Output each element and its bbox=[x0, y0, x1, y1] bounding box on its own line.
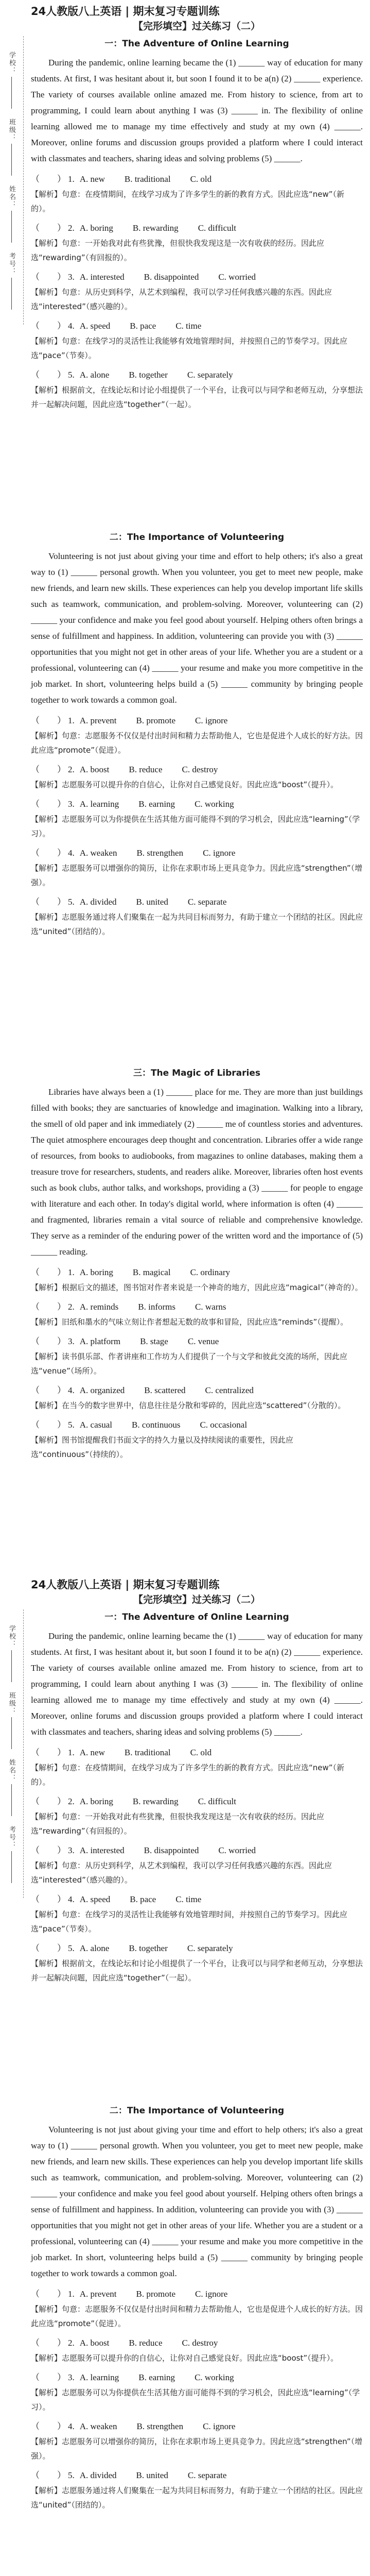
answer-bracket: （ ） bbox=[31, 848, 66, 858]
binding-fill-line bbox=[11, 211, 12, 243]
binding-fill-line bbox=[11, 278, 12, 310]
option-choice: A. learning bbox=[79, 2372, 119, 2382]
section-heading: 一：The Adventure of Online Learning bbox=[104, 39, 289, 49]
question-number: 2. bbox=[68, 2338, 75, 2348]
answer-analysis: 【解析】句意：在疫情期间，在线学习成为了许多学生的新的教育方式。因此应选“new”（新的）。 bbox=[31, 190, 345, 213]
answer-bracket: （ ） bbox=[31, 1894, 66, 1904]
question-item bbox=[31, 1334, 363, 1378]
answer-analysis: 【解析】句意：从历史到科学，从艺术到编程，我可以学习任何我感兴趣的东西。因此应选“interested”（感兴趣的）。 bbox=[31, 287, 332, 311]
option-choice: B. disappointed bbox=[144, 272, 199, 282]
answer-bracket: （ ） bbox=[31, 1748, 66, 1757]
answer-bracket: （ ） bbox=[31, 799, 66, 809]
option-choice: A. reminds bbox=[79, 1302, 119, 1312]
option-choice: A. interested bbox=[79, 272, 125, 282]
cloze-section bbox=[31, 2104, 363, 2517]
option-choice: A. boring bbox=[79, 1267, 113, 1277]
question-options-row bbox=[31, 1265, 363, 1280]
option-choice: B. continuous bbox=[132, 1420, 181, 1430]
answer-analysis: 【解析】根据前文，在线论坛和讨论小组提供了一个平台，让我可以与同学和老师互动，分享想法并一起解决问题，因此应选“together”（一起）。 bbox=[31, 1959, 363, 1982]
option-choice: A. learning bbox=[79, 799, 119, 809]
question-options-row bbox=[31, 221, 363, 236]
option-choice: C. ordinary bbox=[190, 1267, 231, 1277]
answer-bracket: （ ） bbox=[31, 1385, 66, 1395]
option-choice: B. scattered bbox=[144, 1385, 186, 1395]
question-item bbox=[31, 845, 363, 890]
answer-bracket: （ ） bbox=[31, 321, 66, 331]
option-choice: C. separate bbox=[187, 2470, 227, 2480]
option-choice: A. casual bbox=[79, 1420, 113, 1430]
option-choice: A. speed bbox=[79, 321, 111, 331]
question-options-row bbox=[31, 1383, 363, 1398]
answer-analysis: 【解析】句意：一开始我对此有些犹豫，但很快我发现这是一次有收获的经历。因此应选“rewarding”（有回报的）。 bbox=[31, 1812, 325, 1836]
option-choice: C. warns bbox=[195, 1302, 226, 1312]
option-choice: A. prevent bbox=[79, 2289, 117, 2299]
option-choice: A. new bbox=[79, 1748, 105, 1757]
option-choice: C. ignore bbox=[203, 848, 236, 858]
question-item bbox=[31, 1892, 363, 1936]
answer-bracket: （ ） bbox=[31, 2421, 66, 2431]
question-options-row bbox=[31, 713, 363, 728]
question-item bbox=[31, 1417, 363, 1462]
answer-analysis: 【解析】根据前文，在线论坛和讨论小组提供了一个平台，让我可以与同学和老师互动，分享想法并一起解决问题，因此应选“together”（一起）。 bbox=[31, 385, 363, 409]
answer-analysis: 【解析】句意：志愿服务不仅仅是付出时间和精力去帮助他人，它也是促进个人成长的好方法。因此应选“promote”（促进）。 bbox=[31, 2304, 363, 2328]
worksheet-title: 24人教版八上英语 | 期末复习专题训练 bbox=[31, 5, 220, 18]
question-options-row bbox=[31, 367, 363, 383]
binding-field bbox=[7, 1826, 16, 1883]
binding-field-label: 学校： bbox=[8, 1624, 15, 1648]
option-choice: A. alone bbox=[79, 370, 110, 380]
question-item bbox=[31, 796, 363, 841]
option-choice: B. reduce bbox=[129, 765, 163, 774]
cloze-section bbox=[31, 531, 363, 943]
option-choice: B. rewarding bbox=[132, 223, 179, 233]
answer-analysis: 【解析】句意：在线学习的灵活性让我能够有效地管理时间，并按照自己的节奏学习。因此应选“pace”（节奏）。 bbox=[31, 1910, 348, 1934]
answer-bracket: （ ） bbox=[31, 223, 66, 233]
cloze-section bbox=[31, 1611, 363, 1990]
question-options-row bbox=[31, 2419, 363, 2434]
answer-analysis: 【解析】志愿服务通过将人们聚集在一起为共同目标而努力，有助于建立一个团结的社区。因此应选“united”（团结的）。 bbox=[31, 2486, 363, 2510]
binding-field-label: 班级： bbox=[8, 118, 15, 142]
answer-analysis: 【解析】志愿服务可以提升你的自信心，让你对自己感觉良好。因此应选“boost”（提升）。 bbox=[31, 780, 339, 789]
question-item bbox=[31, 367, 363, 412]
question-number: 4. bbox=[68, 1385, 75, 1395]
answer-analysis: 【解析】志愿服务可以提升你的自信心，让你对自己感觉良好。因此应选“boost”（提升）。 bbox=[31, 2353, 339, 2363]
question-number: 3. bbox=[68, 2372, 75, 2382]
answer-bracket: （ ） bbox=[31, 2338, 66, 2348]
question-item bbox=[31, 1941, 363, 1985]
option-choice: C. working bbox=[195, 2372, 234, 2382]
answer-analysis: 【解析】句意：从历史到科学，从艺术到编程，我可以学习任何我感兴趣的东西。因此应选“interested”（感兴趣的）。 bbox=[31, 1861, 332, 1885]
option-choice: C. ignore bbox=[203, 2421, 236, 2431]
question-options-row bbox=[31, 2370, 363, 2385]
cloze-passage: During the pandemic, online learning became the (1) ______ way of education for many students. At first, I was hesitant about it, but soon I found it to be a(n) (2) ______ experience. The variety of courses available online amazed me. From history to science, from art to programming, I could learn about anything I was (3) ______ in. The flexibility of online learning allowed me to manage my time effectively and study at my own (4) ______. Moreover, online forums and discussion groups provided a platform where I could interact with classmates and teachers, sharing ideas and solving problems (5) ______. bbox=[31, 58, 363, 163]
question-options-row bbox=[31, 318, 363, 334]
answer-bracket: （ ） bbox=[31, 716, 66, 725]
answer-bracket: （ ） bbox=[31, 370, 66, 380]
answer-analysis: 【解析】志愿服务可以为你提供在生活其他方面可能得不到的学习机会，因此应选“learning”（学习）。 bbox=[31, 815, 360, 838]
question-item bbox=[31, 1745, 363, 1789]
binding-fill-line bbox=[11, 1851, 12, 1883]
cloze-section bbox=[31, 37, 363, 416]
binding-field-label: 考号： bbox=[8, 252, 15, 276]
option-choice: A. boring bbox=[79, 1797, 113, 1806]
question-number: 3. bbox=[68, 799, 75, 809]
question-number: 5. bbox=[68, 1420, 75, 1430]
question-options-row bbox=[31, 1843, 363, 1858]
question-number: 2. bbox=[68, 1797, 75, 1806]
option-choice: A. speed bbox=[79, 1894, 111, 1904]
option-choice: A. interested bbox=[79, 1845, 125, 1855]
binding-margin bbox=[0, 36, 24, 325]
answer-bracket: （ ） bbox=[31, 2470, 66, 2480]
worksheet bbox=[31, 0, 363, 1573]
answer-bracket: （ ） bbox=[31, 1267, 66, 1277]
option-choice: B. promote bbox=[136, 2289, 176, 2299]
question-item bbox=[31, 269, 363, 314]
option-choice: B. pace bbox=[130, 321, 156, 331]
option-choice: B. united bbox=[136, 2470, 168, 2480]
binding-field bbox=[7, 185, 16, 243]
option-choice: B. informs bbox=[138, 1302, 176, 1312]
binding-field bbox=[7, 118, 16, 176]
question-options-row bbox=[31, 172, 363, 187]
question-item bbox=[31, 713, 363, 757]
option-choice: B. together bbox=[129, 370, 168, 380]
question-number: 1. bbox=[68, 1748, 75, 1757]
question-number: 1. bbox=[68, 2289, 75, 2299]
binding-field-label: 学校： bbox=[8, 51, 15, 75]
binding-field bbox=[7, 252, 16, 310]
option-choice: C. destroy bbox=[182, 765, 218, 774]
question-options-row bbox=[31, 1892, 363, 1907]
binding-field-label: 姓名： bbox=[8, 185, 15, 209]
option-choice: C. old bbox=[190, 1748, 212, 1757]
option-choice: A. platform bbox=[79, 1336, 121, 1346]
binding-field-label: 班级： bbox=[8, 1691, 15, 1715]
answer-analysis: 【解析】志愿服务可以为你提供在生活其他方面可能得不到的学习机会，因此应选“learning”（学习）。 bbox=[31, 2388, 360, 2412]
question-item bbox=[31, 2419, 363, 2463]
option-choice: B. together bbox=[129, 1943, 168, 1953]
option-choice: B. pace bbox=[130, 1894, 156, 1904]
option-choice: C. destroy bbox=[182, 2338, 218, 2348]
answer-bracket: （ ） bbox=[31, 1943, 66, 1953]
option-choice: B. earning bbox=[138, 2372, 175, 2382]
binding-field bbox=[7, 1759, 16, 1816]
question-item bbox=[31, 2335, 363, 2365]
option-choice: C. centralized bbox=[205, 1385, 254, 1395]
answer-analysis: 【解析】志愿服务可以增强你的简历，让你在求职市场上更具竞争力。因此应选“strengthen”（增强）。 bbox=[31, 2437, 363, 2461]
option-choice: B. earning bbox=[138, 799, 175, 809]
question-number: 5. bbox=[68, 897, 75, 907]
answer-analysis: 【解析】读书俱乐部、作者讲座和工作坊为人们提供了一个与文学和彼此交流的场所，因此应选“venue”（场所）。 bbox=[31, 1352, 348, 1376]
option-choice: B. traditional bbox=[124, 1748, 171, 1757]
question-item bbox=[31, 172, 363, 216]
binding-field bbox=[7, 1625, 16, 1682]
question-item bbox=[31, 2370, 363, 2414]
question-options-row bbox=[31, 796, 363, 812]
answer-analysis: 【解析】志愿服务可以增强你的简历，让你在求职市场上更具竞争力。因此应选“strengthen”（增强）。 bbox=[31, 863, 363, 887]
cloze-passage: Libraries have always been a (1) ______ place for me. They are more than just buildings filled with books; they are sanctuaries of knowledge and imagination. Walking into a library, the smell of old paper and ink immediately (2) ______ me of countless stories and adventures. The quiet atmosphere encourages deep thought and concentration. Libraries offer a wide range of resources, from books to audiobooks, from magazines to online databases, making them a treasure trove for researchers, students, and readers alike. Moreover, libraries often host events such as book clubs, author talks, and workshops, providing a (3) ______ for people to engage with literature and each other. In today's digital world, where information is often (4) ______ and fragmented, libraries remain a vital source of reliable and comprehensive knowledge. They serve as a reminder of the enduring power of the written word and the importance of (5) ______ reading. bbox=[31, 1087, 363, 1257]
worksheet-subtitle: 【完形填空】过关练习（二） bbox=[133, 1594, 260, 1605]
option-choice: A. alone bbox=[79, 1943, 110, 1953]
answer-bracket: （ ） bbox=[31, 272, 66, 282]
option-choice: C. difficult bbox=[198, 1797, 236, 1806]
answer-bracket: （ ） bbox=[31, 1845, 66, 1855]
binding-fill-line bbox=[11, 1650, 12, 1682]
binding-field bbox=[7, 52, 16, 109]
question-options-row bbox=[31, 1417, 363, 1433]
section-heading: 二：The Importance of Volunteering bbox=[109, 532, 285, 543]
question-options-row bbox=[31, 845, 363, 861]
question-item bbox=[31, 1794, 363, 1838]
question-options-row bbox=[31, 1299, 363, 1315]
option-choice: A. divided bbox=[79, 897, 117, 907]
option-choice: C. ignore bbox=[195, 2289, 228, 2299]
binding-fill-line bbox=[11, 144, 12, 176]
cloze-passage: Volunteering is not just about giving your time and effort to help others; it's also a great way to (1) ______ personal growth. When you volunteer, you get to meet new people, make new friends, and learn new skills. These experiences can help you develop important life skills such as teamwork, communication, and problem-solving. Moreover, volunteering can (2) ______ your confidence and make you feel good about yourself. Helping others often brings a sense of fulfillment and happiness. In addition, volunteering can provide you with (3) ______ opportunities that you might not get in other areas of your life. Whether you are a student or a professional, volunteering can (4) ______ your resume and make you more competitive in the job market. In short, volunteering helps build a (5) ______ community by bringing people together to work towards a common goal. bbox=[31, 551, 363, 705]
question-number: 2. bbox=[68, 223, 75, 233]
option-choice: C. old bbox=[190, 174, 212, 184]
cloze-section bbox=[31, 1066, 363, 1466]
worksheet bbox=[31, 1573, 363, 2576]
question-options-row bbox=[31, 1334, 363, 1349]
answer-analysis: 【解析】根据后文的描述，图书馆对作者来说是一个神奇的地方，因此应选“magical”（神奇的）。 bbox=[31, 1283, 363, 1292]
option-choice: A. weaken bbox=[79, 848, 117, 858]
question-item bbox=[31, 221, 363, 265]
question-options-row bbox=[31, 1794, 363, 1809]
question-item bbox=[31, 1843, 363, 1887]
option-choice: C. time bbox=[175, 321, 202, 331]
option-choice: C. separately bbox=[187, 1943, 233, 1953]
option-choice: B. magical bbox=[132, 1267, 171, 1277]
section-heading: 一：The Adventure of Online Learning bbox=[104, 1612, 289, 1622]
option-choice: C. time bbox=[175, 1894, 202, 1904]
option-choice: A. prevent bbox=[79, 716, 117, 725]
binding-fill-line bbox=[11, 1717, 12, 1749]
binding-margin bbox=[0, 1609, 24, 1898]
question-number: 4. bbox=[68, 1894, 75, 1904]
answer-bracket: （ ） bbox=[31, 1302, 66, 1312]
answer-bracket: （ ） bbox=[31, 897, 66, 907]
answer-analysis: 【解析】句意：志愿服务不仅仅是付出时间和精力去帮助他人，它也是促进个人成长的好方法。因此应选“promote”（促进）。 bbox=[31, 731, 363, 755]
question-number: 3. bbox=[68, 1336, 75, 1346]
binding-fill-line bbox=[11, 77, 12, 109]
question-number: 4. bbox=[68, 848, 75, 858]
option-choice: C. occasional bbox=[200, 1420, 248, 1430]
option-choice: B. traditional bbox=[124, 174, 171, 184]
option-choice: B. reduce bbox=[129, 2338, 163, 2348]
question-options-row bbox=[31, 2468, 363, 2483]
option-choice: B. stage bbox=[140, 1336, 168, 1346]
question-options-row bbox=[31, 269, 363, 285]
answer-analysis: 【解析】句意：在线学习的灵活性让我能够有效地管理时间，并按照自己的节奏学习。因此应选“pace”（节奏）。 bbox=[31, 336, 348, 360]
question-number: 4. bbox=[68, 2421, 75, 2431]
option-choice: A. new bbox=[79, 174, 105, 184]
option-choice: B. united bbox=[136, 897, 168, 907]
question-number: 5. bbox=[68, 2470, 75, 2480]
question-item bbox=[31, 1265, 363, 1295]
worksheet-subtitle: 【完形填空】过关练习（二） bbox=[133, 21, 260, 32]
option-choice: A. divided bbox=[79, 2470, 117, 2480]
answer-bracket: （ ） bbox=[31, 1336, 66, 1346]
question-number: 4. bbox=[68, 321, 75, 331]
question-item bbox=[31, 894, 363, 939]
option-choice: B. strengthen bbox=[136, 848, 184, 858]
binding-field bbox=[7, 1692, 16, 1749]
question-options-row bbox=[31, 762, 363, 777]
section-heading: 二：The Importance of Volunteering bbox=[109, 2106, 285, 2116]
answer-analysis: 【解析】志愿服务通过将人们聚集在一起为共同目标而努力，有助于建立一个团结的社区。因此应选“united”（团结的）。 bbox=[31, 912, 363, 936]
answer-bracket: （ ） bbox=[31, 2372, 66, 2382]
answer-analysis: 【解析】句意：一开始我对此有些犹豫，但很快我发现这是一次有收获的经历。因此应选“rewarding”（有回报的）。 bbox=[31, 239, 325, 262]
option-choice: C. venue bbox=[187, 1336, 219, 1346]
cloze-passage: Volunteering is not just about giving your time and effort to help others; it's also a great way to (1) ______ personal growth. When you volunteer, you get to meet new people, make new friends, and learn new skills. These experiences can help you develop important life skills such as teamwork, communication, and problem-solving. Moreover, volunteering can (2) ______ your confidence and make you feel good about yourself. Helping others often brings a sense of fulfillment and happiness. In addition, volunteering can provide you with (3) ______ opportunities that you might not get in other areas of your life. Whether you are a student or a professional, volunteering can (4) ______ your resume and make you more competitive in the job market. In short, volunteering helps build a (5) ______ community by bringing people together to work towards a common goal. bbox=[31, 2125, 363, 2278]
answer-analysis: 【解析】旧纸和墨水的气味立刻让作者想起无数的故事和冒险，因此应选“reminds”（提醒）。 bbox=[31, 1317, 348, 1327]
question-item bbox=[31, 1383, 363, 1413]
question-number: 2. bbox=[68, 765, 75, 774]
binding-field-label: 考号： bbox=[8, 1825, 15, 1849]
worksheet-title: 24人教版八上英语 | 期末复习专题训练 bbox=[31, 1579, 220, 1591]
answer-bracket: （ ） bbox=[31, 1797, 66, 1806]
question-number: 3. bbox=[68, 1845, 75, 1855]
question-number: 1. bbox=[68, 174, 75, 184]
option-choice: A. organized bbox=[79, 1385, 125, 1395]
question-number: 3. bbox=[68, 272, 75, 282]
option-choice: C. worried bbox=[218, 272, 256, 282]
answer-analysis: 【解析】在当今的数字世界中，信息往往是分散和零碎的，因此应选“scattered”（分散的）。 bbox=[31, 1401, 346, 1410]
binding-field-label: 姓名： bbox=[8, 1758, 15, 1782]
question-number: 5. bbox=[68, 370, 75, 380]
question-number: 1. bbox=[68, 1267, 75, 1277]
option-choice: C. worried bbox=[218, 1845, 256, 1855]
answer-analysis: 【解析】句意：在疫情期间，在线学习成为了许多学生的新的教育方式。因此应选“new”（新的）。 bbox=[31, 1763, 345, 1787]
question-number: 2. bbox=[68, 1302, 75, 1312]
option-choice: B. strengthen bbox=[136, 2421, 184, 2431]
option-choice: C. difficult bbox=[198, 223, 236, 233]
section-heading: 三：The Magic of Libraries bbox=[133, 1068, 261, 1078]
question-item bbox=[31, 2468, 363, 2512]
answer-analysis: 【解析】图书馆提醒我们书面文字的持久力量以及持续阅读的重要性，因此应选“continuous”（持续的）。 bbox=[31, 1435, 294, 1459]
cloze-passage: During the pandemic, online learning became the (1) ______ way of education for many students. At first, I was hesitant about it, but soon I found it to be a(n) (2) ______ experience. The variety of courses available online amazed me. From history to science, from art to programming, I could learn about anything I was (3) ______ in. The flexibility of online learning allowed me to manage my time effectively and study at my own (4) ______. Moreover, online forums and discussion groups provided a platform where I could interact with classmates and teachers, sharing ideas and solving problems (5) ______. bbox=[31, 1631, 363, 1737]
option-choice: A. boost bbox=[79, 2338, 110, 2348]
question-options-row bbox=[31, 2286, 363, 2302]
question-options-row bbox=[31, 1941, 363, 1956]
option-choice: C. ignore bbox=[195, 716, 228, 725]
option-choice: B. rewarding bbox=[132, 1797, 179, 1806]
question-number: 1. bbox=[68, 716, 75, 725]
answer-bracket: （ ） bbox=[31, 765, 66, 774]
option-choice: B. promote bbox=[136, 716, 176, 725]
answer-bracket: （ ） bbox=[31, 174, 66, 184]
question-item bbox=[31, 762, 363, 792]
question-options-row bbox=[31, 2335, 363, 2351]
worksheet-copy bbox=[0, 1573, 370, 2576]
answer-bracket: （ ） bbox=[31, 2289, 66, 2299]
option-choice: A. boost bbox=[79, 765, 110, 774]
question-number: 5. bbox=[68, 1943, 75, 1953]
question-options-row bbox=[31, 894, 363, 910]
option-choice: C. separate bbox=[187, 897, 227, 907]
answer-bracket: （ ） bbox=[31, 1420, 66, 1430]
option-choice: C. working bbox=[195, 799, 234, 809]
question-item bbox=[31, 1299, 363, 1329]
option-choice: A. boring bbox=[79, 223, 113, 233]
question-item bbox=[31, 2286, 363, 2331]
question-options-row bbox=[31, 1745, 363, 1760]
option-choice: C. separately bbox=[187, 370, 233, 380]
option-choice: A. weaken bbox=[79, 2421, 117, 2431]
question-item bbox=[31, 318, 363, 363]
option-choice: B. disappointed bbox=[144, 1845, 199, 1855]
binding-fill-line bbox=[11, 1784, 12, 1816]
